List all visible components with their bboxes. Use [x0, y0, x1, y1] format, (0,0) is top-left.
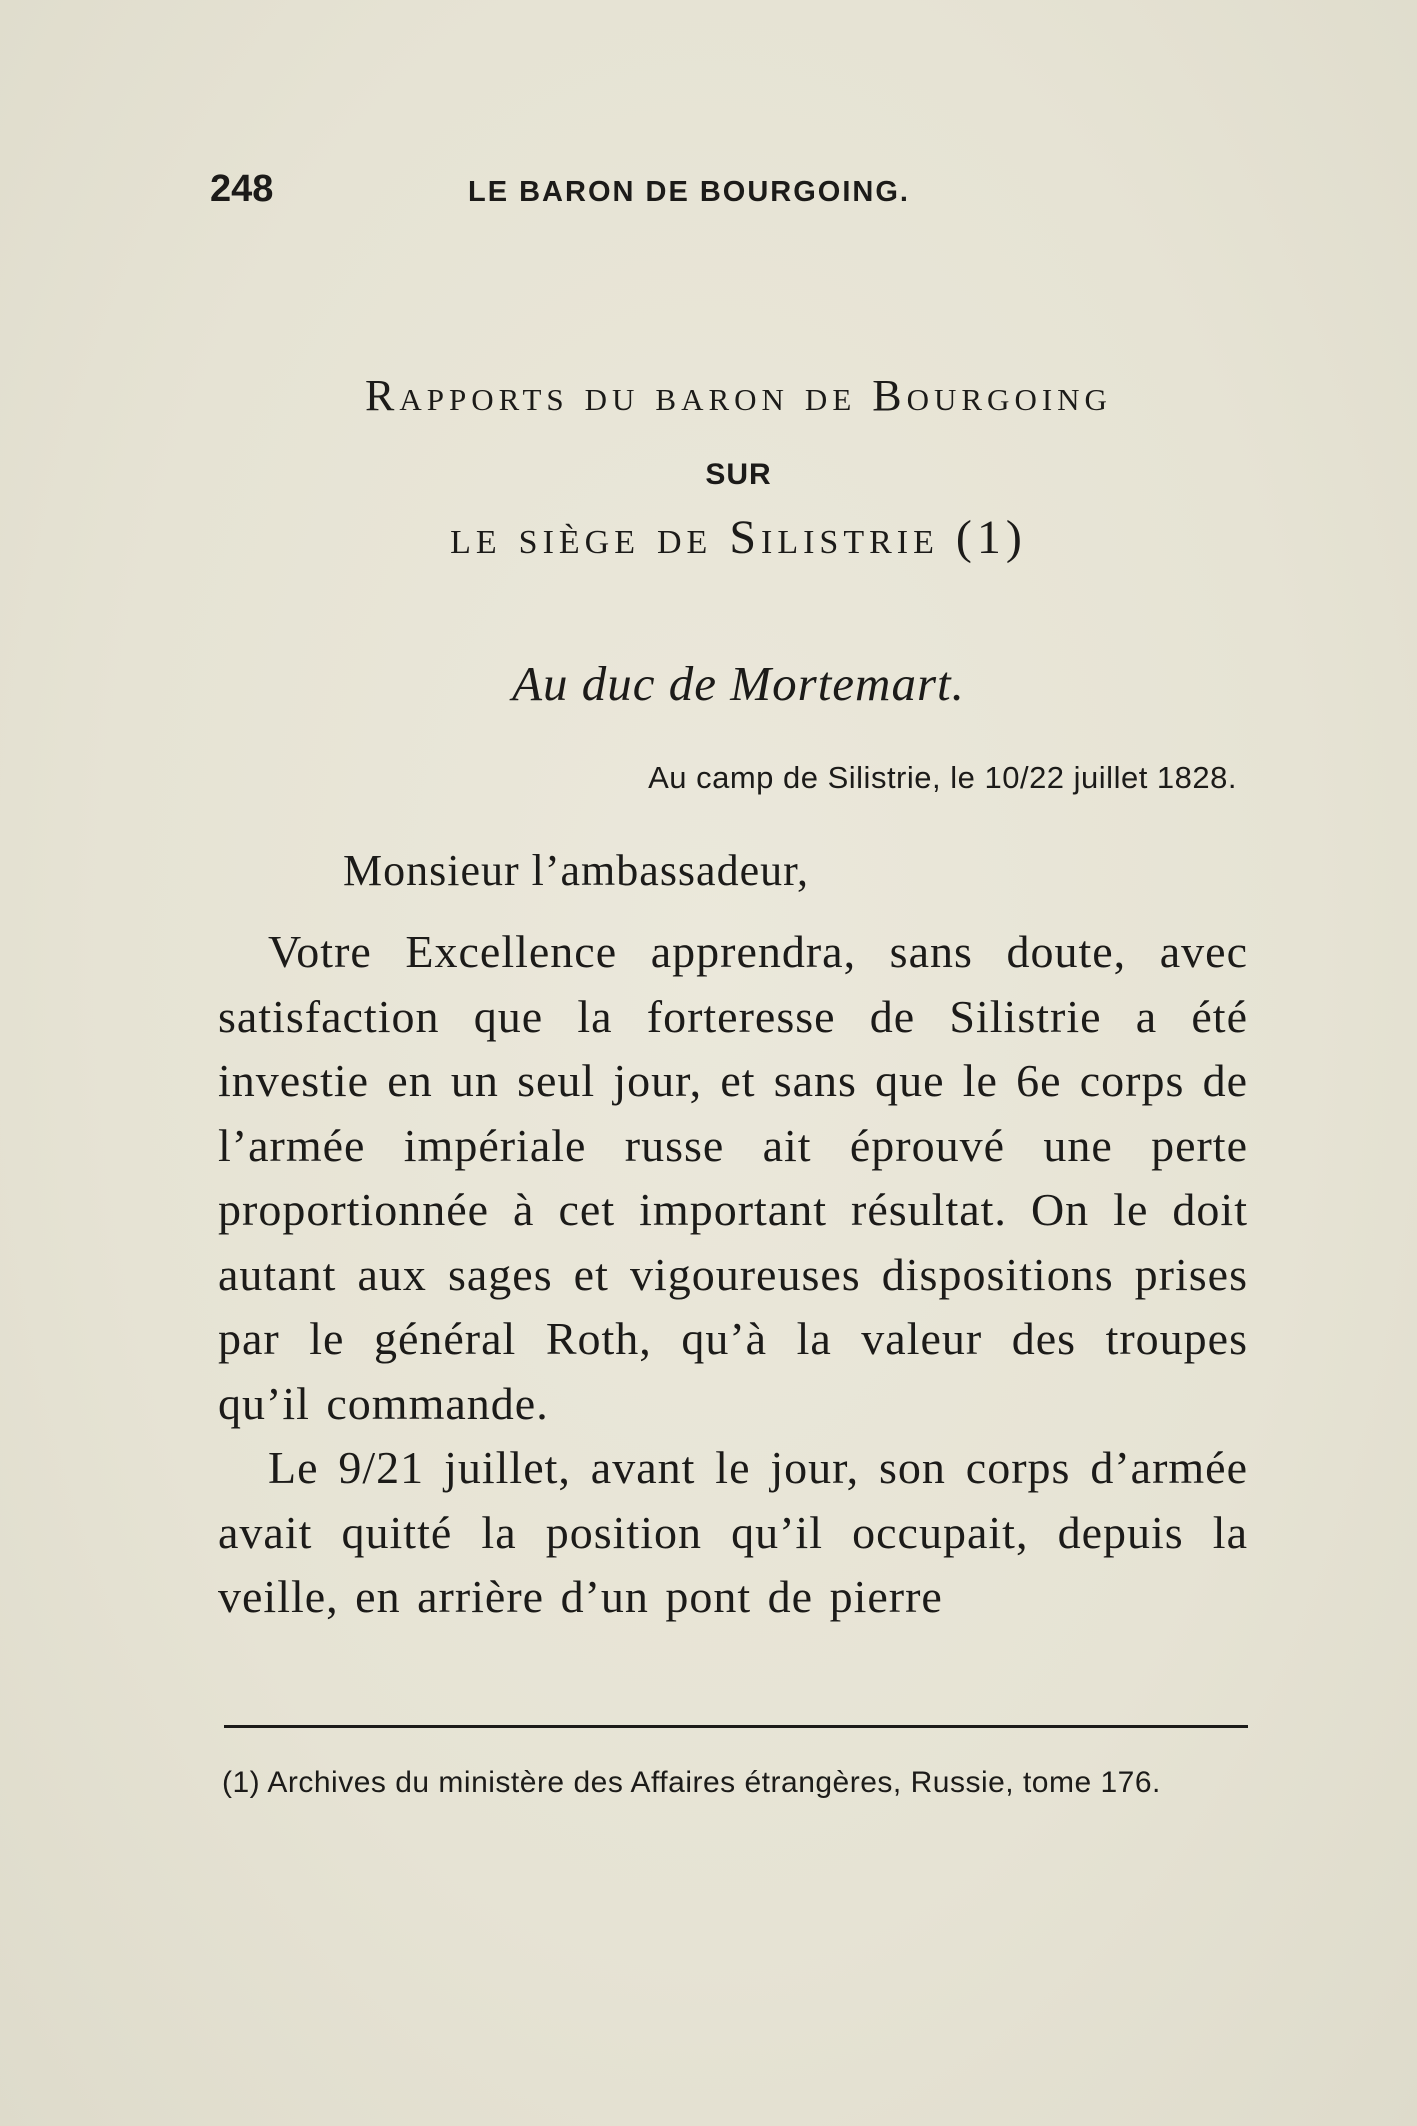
letter-addressee: Au duc de Mortemart.	[512, 656, 965, 711]
letter-salutation: Monsieur l’ambassadeur,	[343, 846, 810, 895]
section-title-line-1: Rapports du baron de Bourgoing	[365, 371, 1112, 420]
running-head	[210, 168, 1250, 218]
page-number: 248	[210, 168, 274, 210]
body-paragraph: Le 9/21 juillet, avant le jour, son corps d’armée avait quitté la position qu’il occupait, depuis la veille, en arrière d’un pont de pierre	[218, 1442, 1248, 1622]
letter-body	[218, 920, 1248, 1630]
footnote-divider	[224, 1725, 1248, 1728]
letter-dateline: Au camp de Silistrie, le 10/22 juillet 1828.	[648, 760, 1237, 795]
footnote: (1) Archives du ministère des Affaires étrangères, Russie, tome 176.	[222, 1766, 1161, 1799]
section-title-line-2: SUR	[705, 458, 772, 491]
body-paragraph: Votre Excellence apprendra, sans doute, avec satisfaction que la forteresse de Silistrie a été investie en un seul jour, et sans que le 6e corps de l’armée impériale russe ait éprouvé une perte proportionnée à cet important résultat. On le doit autant aux sages et vigoureuses dispositions prises par le général Roth, qu’à la valeur des troupes qu’il commande.	[218, 926, 1248, 1429]
section-title-line-3: le siège de Silistrie (1)	[450, 511, 1027, 564]
running-title: LE BARON DE BOURGOING.	[468, 176, 910, 208]
